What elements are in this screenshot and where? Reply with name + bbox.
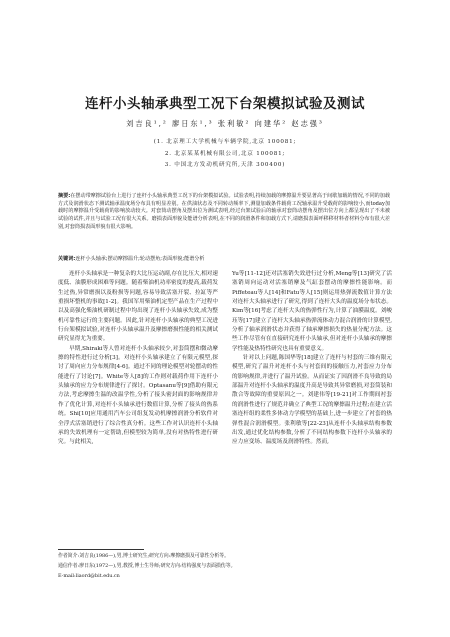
body-paragraph: 连杆小头轴承是一种复杂的大比压运动副,存在比压大,相对速度低、油膜形成困难等问题。随着柴油机功率密度的提高,载荷发生过热,异常磨损以及粉损等问题,容易导致活塞开裂、拉缸等严重损坏整机的事故[1-2]。我国军用柴油机定型产品在生产过程中以及高强化柴油机研制过程中均出现了连杆小头轴承失效,成为整机可靠性运行的主要问题。因此,针对连杆小头轴承的典型工况进行台架模拟试验,对连杆小头轴承温升及摩擦磨损性能的相关测试研究显得尤为重要。 (58, 271, 218, 343)
keywords-label: 关键词: (58, 256, 76, 262)
paper-title: 连杆小头轴承典型工况下台架模拟试验及测试 (85, 96, 365, 112)
author-list: 刘吉良¹,² 廖日东¹,³ 张利敏² 向建华² 赵志强³ (126, 119, 324, 128)
keywords (58, 256, 390, 264)
footnote-corresponding: 通信作者:廖日东(1972—),男,教授,博士生导师;研究方向:结构强度与表面损伤等。 (58, 563, 236, 569)
footnote-email: E-mail:liaord@bit.edu.cn (58, 573, 120, 579)
affiliation-1: (1. 北京理工大学机械与车辆学院,北京 100081; (153, 139, 297, 145)
abstract-label: 摘要: (58, 193, 71, 199)
affiliation-2: 2. 北京某某机械有限公司,北京 100081; (164, 151, 286, 157)
body-column-left (58, 270, 218, 448)
body-column-right (232, 270, 392, 448)
body-paragraph: 针对以上问题,陈国华等[18]建立了连杆与衬套的三维有限元模型,研究了温升对连杆小头与衬套间的接触压力,衬套应力分布的影响规律,并进行了温升试验。从而证实了因润滑不良导致的局部温升对连杆小头轴承的温度升高是导致其异常磨损,对套筒装和散合等故障的重要原因之一。刘建伟等[19-21]对工作期间衬套的润滑性进行了规范并确立了典型工况的摩擦温升过程;在建立活塞连杆组的柔性多体动力学模型的基础上,进一步建立了衬套的热弹性混合润滑模型。张利敏等[22-23]从连杆小头轴承结构参数出发,通过优化结构参数,分析了不同结构参数下连杆小头轴承的应力应变场、温度场及润滑特性。然而, (232, 355, 392, 446)
body-paragraph: Yu等[11-12]还对活塞销失效进行过分析,Meng等[13]研究了活塞销周向运动对活塞销摩及气缸套摆动的摩擦性能影响。而Piffeteau等人[14]和Fatu等人[15]则运用热弹流数值计算方法对连杆大头轴承进行了研究,得到了连杆大头的温度场分布状态。Kim等[16]考虑了连杆大头的热弹性行为,计算了油膜温度。刘峻珏等[17]建立了连杆大头轴承热弹流体动力混合润滑的计算模型,分析了轴承润滑状态并获得了轴承摩擦损失的热量分配方法。这些工作尽管有在直接研究连杆小头轴承,但对连杆小头轴承的摩擦学性能及热特性研究也具有重要意义。 (232, 271, 392, 352)
footnote-author-bio: 作者简介:刘吉良(1986—),男,博士研究生;研究方向:摩擦磨损及可靠性分析等。 (58, 553, 230, 559)
abstract (58, 193, 390, 232)
body-paragraph: 早期,Shiraki等人曾对连杆小头轴承较少,对套筒摆和微动摩擦的特性进行过分析[3]。对连杆小头轴承建立了有限元模型,探讨了周向应力分布规律[4-6]。通过不同的理论模型对轮摆动的性能进行了讨论[7]。White等人[8]的工作则对载荷作用下连杆小头轴承的应力分布规律进行了探讨。Optasanu等[9]借助有限元方法,考虑摩擦生温的改温学性,分析了接头密封面的影响规律并作了优化计算,对连杆小头轴承进行数值计算,分析了接头的热系统。Shi[10]应用通用汽车公司组复发动机摩擦润滑分析软件对全浮式活塞销进行了综合性真分析。这些工作对认识连杆小头轴承的失效机理有一定帮助,但模型较为简单,没有对热特性进行研究。与此相关, (58, 345, 218, 446)
keywords-text: 连杆小头轴承;摆动摩擦温升;轮动摆角;表面形貌;能谱分析 (75, 256, 205, 262)
abstract-text: 在摆动带摩擦试验台上进行了连杆小头轴承典型工况下的台架模拟试验。试验表明,持续加载的摩擦温升要显著高于间歇加载的情况,不同的加载方式及润滑状态下测试轴承温度场分布具有明显差别。在供油状态及不同转动频率下,测量加载条件载荷工况轴承温升受载荷的影响较小,而today加载时的摩擦温升受载荷的影响放动较大。对套筒动摆角及摆出位为测试表明,经过台架试验后的轴承对套筒动摆角及摆出位方向上都呈现出了不未被试验的试件,并且与试验工况有很大关系。磨损表面形貌及能谱分析表明,在不同的润滑条件和加载方式下,请磨损表面呼移移材料者材料分布有很大差别,对套筒损表面形貌有很大影响。 (58, 193, 390, 230)
affiliation-3: 3. 中国北方发动机研究所,天津 300400) (164, 162, 286, 168)
footnote-divider (58, 549, 144, 550)
